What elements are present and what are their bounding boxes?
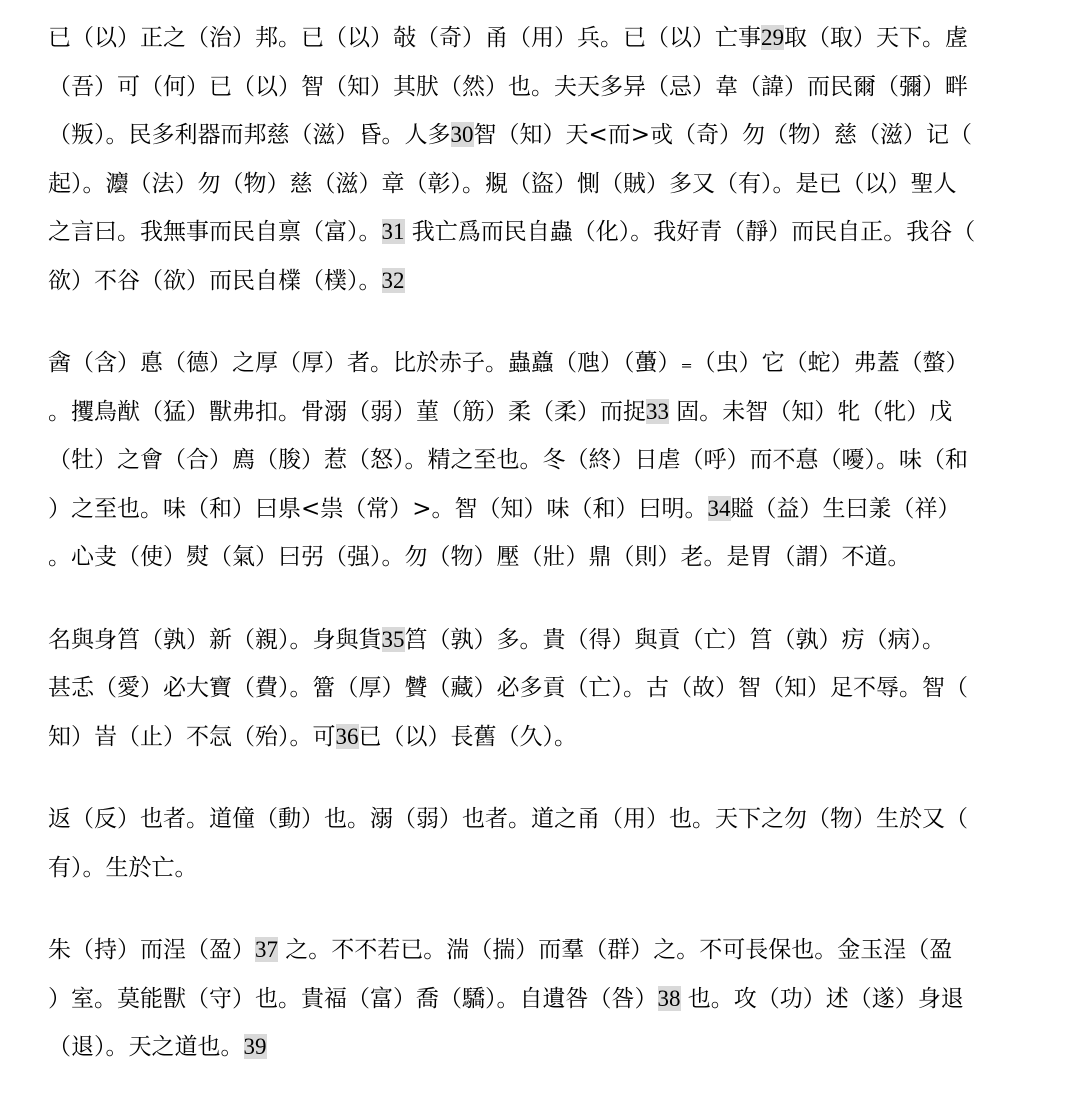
text-segment: 固。未智（知）牝（牝）戊 [669,398,953,425]
text-segment: 之言曰。我無事而民自禀（富）。 [48,219,382,245]
text-line [48,14,1058,63]
paragraph [48,795,1058,892]
text-segment: 酓（含）悳（德）之厚（厚）者。比於赤子。蟲蠤（虺）（蠆）₌（虫）它（蛇）弗蓋（螫） [48,350,969,376]
text-line [48,388,1058,437]
text-segment: 甚忎（愛）必大寶（費）。簹（厚）贙（藏）必多貢（亡）。古（故）智（知）足不辱。智（ [48,675,968,701]
text-segment: 有）。生於亡。 [48,854,198,881]
text-line [48,1023,1058,1072]
text-segment: （牡）之會（合）廌（朘）惹（怒）。精之至也。冬（終）日虐（呼）而不惪（嚘）。味（和 [48,447,968,473]
paragraph [48,926,1058,1072]
slip-number-marker: 37 [255,937,278,962]
text-line [48,160,1058,209]
slip-number-marker: 34 [707,495,731,521]
text-line [48,713,1058,762]
text-segment: 賹（益）生曰羕（祥） [730,495,961,522]
text-segment: 。心叏（使）熨（氣）曰弜（强）。勿（物）壓（壯）鼎（則）老。是胃（謂）不道。 [48,544,911,570]
text-segment: 返（反）也者。道僮（動）也。溺（弱）也者。道之甬（用）也。天下之勿（物）生於又（ [48,806,968,832]
text-line [48,111,1058,160]
slip-number-marker: 36 [335,723,359,749]
text-segment: 欲）不谷（欲）而民自檏（樸）。 [48,267,382,294]
text-line [48,436,1058,485]
text-segment: 已（以）長舊（久）。 [358,723,577,750]
slip-number-marker: 31 [381,219,405,244]
text-segment: 名與身筥（孰）新（親）。身與貨 [48,626,382,653]
text-line [48,63,1058,112]
slip-number-marker: 33 [646,398,669,424]
text-segment: （叛）。民多利器而邦慈（滋）昏。人多 [48,122,451,148]
paragraph [48,14,1058,305]
text-line [48,975,1058,1024]
text-segment: （吾）可（何）已（以）智（知）其肰（然）也。夫天多异（忌）韋（諱）而民爾（彌）畔 [48,73,968,100]
text-segment: 朱（持）而浧（盈） [48,937,255,963]
text-segment: 取（取）天下。虗 [784,25,968,51]
text-line [48,257,1058,306]
slip-number-marker: 39 [243,1034,267,1059]
text-line [48,616,1058,665]
text-segment: 之。不不若已。湍（揣）而羣（群）之。不可長保也。金玉浧（盈 [278,937,953,963]
text-line [48,926,1058,975]
text-line [48,664,1058,713]
paragraph [48,339,1058,582]
text-segment: 知）峕（止）不忥（殆）。可 [48,723,336,750]
text-line [48,533,1058,582]
text-segment: 也。攻（功）述（遂）身退 [680,985,964,1012]
text-segment: 。攫鳥猷（猛）獸弗扣。骨溺（弱）菫（筋）柔（柔）而捉 [48,398,646,425]
text-line [48,339,1058,388]
slip-number-marker: 32 [381,267,405,293]
text-line [48,795,1058,844]
text-segment: ）之至也。味（和）曰県<祟（常）>。智（知）味（和）曰明。 [48,495,708,522]
slip-number-marker: 29 [761,25,784,50]
slip-number-marker: 35 [381,626,405,652]
slip-number-marker: 30 [450,122,474,147]
document-body [48,14,1058,1106]
text-line [48,208,1058,257]
text-line [48,485,1058,534]
paragraph [48,616,1058,762]
text-segment: 起）。灋（法）勿（物）慈（滋）章（彰）。覜（盜）惻（賊）多又（有）。是已（以）聖人 [48,170,957,197]
text-segment: 已（以）正之（治）邦。已（以）敧（奇）甬（用）兵。已（以）亡事 [48,25,761,51]
slip-number-marker: 38 [657,985,681,1011]
text-segment: 我亡爲而民自蟲（化）。我好青（靜）而民自正。我谷（ [404,219,976,245]
text-segment: 智（知）天<而>戓（奇）勿（物）慈（滋）记（ [473,122,973,148]
text-segment: ）室。莫能獸（守）也。貴福（富）喬（驕）。自遺咎（咎） [48,985,658,1012]
text-segment: （退）。天之道也。 [48,1034,244,1060]
text-line [48,844,1058,893]
text-segment: 筥（孰）多。貴（得）與貢（亡）筥（孰）疠（病）。 [404,626,945,653]
